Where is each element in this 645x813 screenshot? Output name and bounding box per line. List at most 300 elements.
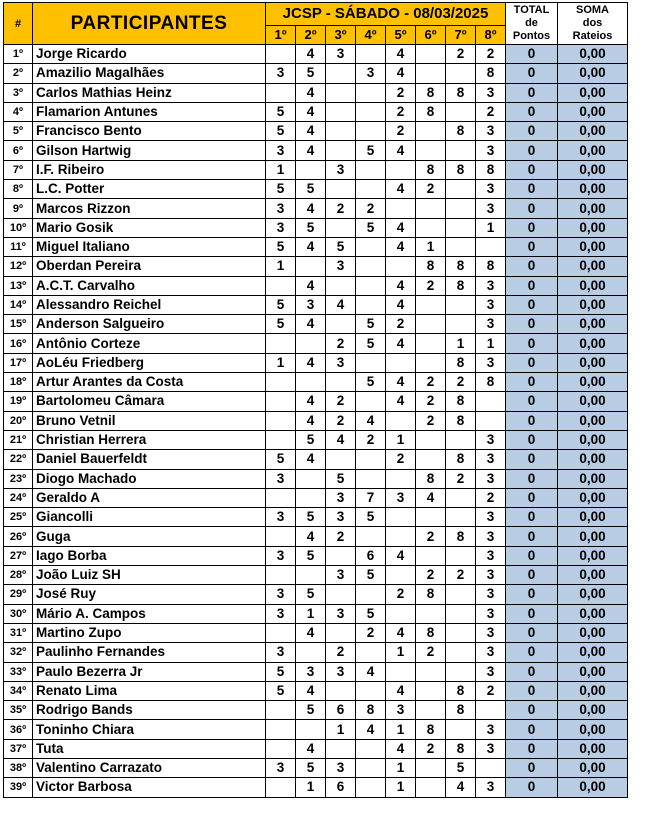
pick-cell [326,180,356,199]
pick-cell: 4 [386,334,416,353]
table-row [4,701,628,720]
participant-name: I.F. Ribeiro [33,160,266,179]
participant-name: Victor Barbosa [33,778,266,797]
pick-cell: 2 [326,527,356,546]
total-points-header: TOTAL de Pontos [506,3,558,45]
pick-cell: 3 [476,604,506,623]
table-row [4,566,628,585]
pick-cell: 5 [296,180,326,199]
table-row [4,373,628,392]
participant-name: Paulinho Fernandes [33,643,266,662]
participant-name: Bartolomeu Câmara [33,392,266,411]
pick-cell [266,276,296,295]
pick-cell [326,546,356,565]
participant-name: Diogo Machado [33,469,266,488]
pick-cell: 2 [446,45,476,64]
total-points-cell: 0 [506,83,558,102]
table-row [4,141,628,160]
total-points-cell: 0 [506,218,558,237]
pick-cell: 2 [476,45,506,64]
pick-cell: 8 [416,102,446,121]
pick-cell: 5 [266,450,296,469]
pick-cell: 4 [296,411,326,430]
pick-cell [446,662,476,681]
pick-cell: 4 [356,662,386,681]
pick-cell [446,141,476,160]
pick-cell [356,739,386,758]
pick-cell: 1 [386,430,416,449]
pick-cell: 2 [446,469,476,488]
ranking-table [3,2,628,798]
pick-cell [356,681,386,700]
pick-cell: 1 [386,720,416,739]
total-points-cell: 0 [506,141,558,160]
pick-cell [326,373,356,392]
pick-cell [266,701,296,720]
pick-cell [446,604,476,623]
pick-cell: 4 [386,373,416,392]
pick-cell: 2 [476,102,506,121]
total-points-cell: 0 [506,566,558,585]
participant-name: Mario Gosik [33,218,266,237]
pick-cell [416,45,446,64]
pick-cell: 4 [296,450,326,469]
sum-rateios-cell: 0,00 [558,662,628,681]
pick-cell: 3 [476,141,506,160]
participant-name: Geraldo A [33,488,266,507]
pick-cell: 5 [356,566,386,585]
pick-cell: 4 [386,623,416,642]
pick-cell [326,315,356,334]
pick-cell: 2 [386,102,416,121]
pick-cell: 3 [326,45,356,64]
pick-cell: 4 [386,546,416,565]
pick-cell: 8 [446,257,476,276]
pick-cell: 6 [326,778,356,797]
table-row [4,83,628,102]
pick-cell [476,758,506,777]
participant-name: Anderson Salgueiro [33,315,266,334]
rank-cell: 18º [4,373,33,392]
rank-cell: 36º [4,720,33,739]
participant-name: Jorge Ricardo [33,45,266,64]
pick-cell: 4 [296,141,326,160]
pick-cell [296,488,326,507]
pick-cell: 3 [266,758,296,777]
pick-cell: 4 [296,122,326,141]
participant-name: Alessandro Reichel [33,295,266,314]
pick-cell [416,122,446,141]
rank-cell: 24º [4,488,33,507]
table-row [4,353,628,372]
table-row [4,45,628,64]
total-points-cell: 0 [506,643,558,662]
pick-cell: 3 [476,720,506,739]
pick-cell: 8 [446,527,476,546]
pick-cell [356,469,386,488]
table-row [4,662,628,681]
pick-cell: 3 [266,64,296,83]
total-points-cell: 0 [506,315,558,334]
sum-rateios-cell: 0,00 [558,180,628,199]
rank-cell: 33º [4,662,33,681]
rank-cell: 3º [4,83,33,102]
pick-cell [356,758,386,777]
pick-cell [446,315,476,334]
table-row [4,546,628,565]
sum-rateios-cell: 0,00 [558,778,628,797]
table-row [4,778,628,797]
pick-cell: 5 [356,508,386,527]
pick-cell: 3 [326,160,356,179]
pick-cell [356,450,386,469]
pick-cell [356,102,386,121]
total-points-cell: 0 [506,237,558,256]
pick-cell [386,604,416,623]
pick-cell [326,102,356,121]
pick-cell: 8 [416,160,446,179]
rank-cell: 2º [4,64,33,83]
rank-cell: 8º [4,180,33,199]
pick-cell [356,643,386,662]
participant-name: Christian Herrera [33,430,266,449]
table-row [4,430,628,449]
participant-name: Guga [33,527,266,546]
pick-cell: 2 [446,373,476,392]
pick-cell: 8 [476,160,506,179]
pick-cell [416,778,446,797]
table-row [4,720,628,739]
pick-cell: 4 [386,739,416,758]
pick-cell: 1 [476,218,506,237]
table-row [4,64,628,83]
pick-cell: 3 [476,430,506,449]
rank-cell: 6º [4,141,33,160]
total-points-cell: 0 [506,681,558,700]
sum-rateios-cell: 0,00 [558,739,628,758]
pick-cell: 4 [296,199,326,218]
rank-cell: 29º [4,585,33,604]
pick-cell: 8 [416,83,446,102]
pick-cell: 4 [386,276,416,295]
total-points-cell: 0 [506,199,558,218]
pick-cell [266,392,296,411]
pick-cell [416,430,446,449]
pick-cell [356,527,386,546]
sum-rateios-cell: 0,00 [558,237,628,256]
pick-cell: 4 [296,102,326,121]
pick-cell: 5 [326,469,356,488]
pick-cell: 2 [476,681,506,700]
race-header-1: 1º [266,26,296,45]
pick-cell [356,45,386,64]
total-points-cell: 0 [506,295,558,314]
participant-name: Bruno Vetnil [33,411,266,430]
pick-cell [356,585,386,604]
pick-cell: 4 [386,237,416,256]
pick-cell: 3 [326,662,356,681]
pick-cell: 8 [416,257,446,276]
pick-cell: 6 [326,701,356,720]
pick-cell [386,527,416,546]
table-row [4,758,628,777]
rank-cell: 31º [4,623,33,642]
participant-name: AoLéu Friedberg [33,353,266,372]
rank-cell: 37º [4,739,33,758]
total-points-cell: 0 [506,662,558,681]
participant-name: Miguel Italiano [33,237,266,256]
table-row [4,488,628,507]
total-points-cell: 0 [506,623,558,642]
total-points-cell: 0 [506,527,558,546]
sum-rateios-cell: 0,00 [558,488,628,507]
rank-header: # [4,3,33,45]
pick-cell [446,508,476,527]
pick-cell: 4 [356,720,386,739]
sum-rateios-cell: 0,00 [558,218,628,237]
pick-cell: 2 [326,392,356,411]
pick-cell: 3 [386,488,416,507]
total-points-cell: 0 [506,373,558,392]
pick-cell: 1 [266,353,296,372]
pick-cell: 8 [446,160,476,179]
rank-cell: 7º [4,160,33,179]
sum-rateios-cell: 0,00 [558,758,628,777]
participant-name: Iago Borba [33,546,266,565]
participant-name: Artur Arantes da Costa [33,373,266,392]
table-row [4,276,628,295]
pick-cell [296,334,326,353]
pick-cell: 1 [296,778,326,797]
pick-cell [416,758,446,777]
total-points-cell: 0 [506,334,558,353]
total-points-cell: 0 [506,257,558,276]
pick-cell [356,160,386,179]
rank-cell: 15º [4,315,33,334]
pick-cell: 4 [296,315,326,334]
pick-cell: 5 [266,237,296,256]
pick-cell: 8 [446,739,476,758]
rank-cell: 23º [4,469,33,488]
pick-cell [386,257,416,276]
pick-cell: 3 [476,83,506,102]
sum-rateios-cell: 0,00 [558,122,628,141]
pick-cell: 4 [296,83,326,102]
pick-cell: 3 [326,508,356,527]
rank-cell: 20º [4,411,33,430]
total-points-cell: 0 [506,430,558,449]
pick-cell: 6 [356,546,386,565]
pick-cell [446,643,476,662]
participant-name: Oberdan Pereira [33,257,266,276]
pick-cell: 5 [296,585,326,604]
rank-cell: 10º [4,218,33,237]
pick-cell: 4 [386,218,416,237]
table-row [4,392,628,411]
total-points-cell: 0 [506,276,558,295]
pick-cell: 3 [476,315,506,334]
pick-cell: 3 [326,353,356,372]
pick-cell [446,295,476,314]
total-points-cell: 0 [506,778,558,797]
pick-cell: 4 [296,527,326,546]
pick-cell [416,64,446,83]
rank-cell: 27º [4,546,33,565]
pick-cell [446,199,476,218]
pick-cell: 3 [266,199,296,218]
pick-cell [356,295,386,314]
pick-cell: 4 [296,276,326,295]
pick-cell: 5 [356,315,386,334]
table-row [4,218,628,237]
pick-cell [446,623,476,642]
pick-cell: 5 [356,373,386,392]
pick-cell: 8 [416,720,446,739]
pick-cell: 1 [476,334,506,353]
pick-cell [266,488,296,507]
total-points-cell: 0 [506,469,558,488]
total-points-cell: 0 [506,758,558,777]
pick-cell: 4 [296,739,326,758]
pick-cell: 3 [476,295,506,314]
pick-cell: 2 [356,430,386,449]
pick-cell: 3 [476,739,506,758]
pick-cell: 4 [386,392,416,411]
pick-cell [416,508,446,527]
pick-cell: 8 [446,83,476,102]
total-points-cell: 0 [506,45,558,64]
table-row [4,739,628,758]
pick-cell: 2 [476,488,506,507]
pick-cell: 2 [386,585,416,604]
pick-cell [356,778,386,797]
pick-cell: 5 [266,662,296,681]
sum-rateios-cell: 0,00 [558,430,628,449]
pick-cell: 8 [446,411,476,430]
sum-rateios-cell: 0,00 [558,392,628,411]
pick-cell: 4 [386,180,416,199]
total-points-cell: 0 [506,160,558,179]
pick-cell [266,411,296,430]
pick-cell: 4 [446,778,476,797]
pick-cell [476,392,506,411]
pick-cell [416,701,446,720]
table-row [4,508,628,527]
pick-cell [356,392,386,411]
table-row [4,160,628,179]
pick-cell: 2 [416,180,446,199]
race-header-8: 8º [476,26,506,45]
race-header-3: 3º [326,26,356,45]
race-header-4: 4º [356,26,386,45]
pick-cell [386,160,416,179]
total-points-cell: 0 [506,546,558,565]
pick-cell: 1 [416,237,446,256]
rank-cell: 4º [4,102,33,121]
rank-cell: 35º [4,701,33,720]
pick-cell [356,180,386,199]
rank-cell: 11º [4,237,33,256]
participant-name: Renato Lima [33,681,266,700]
rank-cell: 13º [4,276,33,295]
pick-cell: 8 [446,701,476,720]
rank-cell: 38º [4,758,33,777]
sum-rateios-cell: 0,00 [558,45,628,64]
pick-cell [296,373,326,392]
pick-cell [416,604,446,623]
pick-cell: 3 [326,488,356,507]
pick-cell [266,623,296,642]
pick-cell [416,662,446,681]
pick-cell: 2 [356,199,386,218]
pick-cell [446,102,476,121]
pick-cell [386,566,416,585]
sum-rateios-cell: 0,00 [558,527,628,546]
sum-rateios-cell: 0,00 [558,199,628,218]
pick-cell: 1 [296,604,326,623]
pick-cell: 1 [326,720,356,739]
pick-cell [356,83,386,102]
pick-cell: 5 [266,295,296,314]
rank-cell: 30º [4,604,33,623]
pick-cell: 3 [476,199,506,218]
pick-cell: 3 [476,623,506,642]
pick-cell: 5 [296,508,326,527]
pick-cell: 3 [476,276,506,295]
pick-cell [326,64,356,83]
pick-cell [326,83,356,102]
race-header-5: 5º [386,26,416,45]
sum-rateios-cell: 0,00 [558,315,628,334]
sum-rateios-cell: 0,00 [558,546,628,565]
pick-cell: 4 [296,353,326,372]
pick-cell: 4 [296,681,326,700]
pick-cell: 4 [296,623,326,642]
total-points-cell: 0 [506,180,558,199]
pick-cell [386,469,416,488]
pick-cell [266,778,296,797]
pick-cell: 3 [326,257,356,276]
pick-cell: 2 [416,411,446,430]
total-points-cell: 0 [506,64,558,83]
pick-cell: 4 [386,45,416,64]
total-points-cell: 0 [506,353,558,372]
participant-name: Gilson Hartwig [33,141,266,160]
event-title: JCSP - SÁBADO - 08/03/2025 [266,3,506,26]
sum-rateios-cell: 0,00 [558,257,628,276]
pick-cell: 2 [416,643,446,662]
pick-cell: 4 [416,488,446,507]
total-points-cell: 0 [506,102,558,121]
sum-rateios-cell: 0,00 [558,373,628,392]
pick-cell [386,353,416,372]
table-row [4,122,628,141]
table-row [4,411,628,430]
rank-cell: 19º [4,392,33,411]
pick-cell: 4 [296,45,326,64]
pick-cell: 8 [446,276,476,295]
pick-cell: 3 [476,546,506,565]
participants-header: PARTICIPANTES [33,3,266,45]
pick-cell [266,566,296,585]
pick-cell: 3 [476,450,506,469]
participant-name: Daniel Bauerfeldt [33,450,266,469]
total-points-cell: 0 [506,488,558,507]
pick-cell [446,488,476,507]
pick-cell: 2 [386,122,416,141]
pick-cell [446,430,476,449]
pick-cell: 3 [266,585,296,604]
